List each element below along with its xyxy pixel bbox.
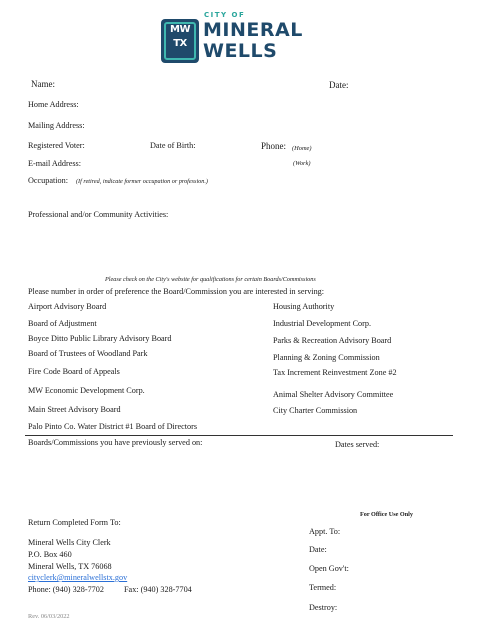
registered-voter-label: Registered Voter: xyxy=(28,141,85,150)
office-date-label: Date: xyxy=(309,545,327,554)
board-item-left-1: Airport Advisory Board xyxy=(28,302,107,311)
name-label: Name: xyxy=(31,79,55,89)
board-item-right-6: Animal Shelter Advisory Committee xyxy=(273,390,394,399)
city-logo-badge xyxy=(161,19,199,63)
activities-label: Professional and/or Community Activities: xyxy=(28,210,169,219)
date-label: Date: xyxy=(329,80,349,90)
board-item-left-4: Board of Trustees of Woodland Park xyxy=(28,349,148,358)
board-item-right-4: Planning & Zoning Commission xyxy=(273,353,380,362)
board-item-right-5: Tax Increment Reinvestment Zone #2 xyxy=(273,368,397,377)
return-phone: Phone: (940) 328-7702 xyxy=(28,585,104,594)
office-appt-label: Appt. To: xyxy=(309,527,341,536)
previous-boards-label: Boards/Commissions you have previously served on: xyxy=(28,438,203,447)
board-item-right-7: City Charter Commission xyxy=(273,406,358,415)
occupation-note: (If retired, indicate former occupation or profession.) xyxy=(76,178,208,185)
logo-city-of: CITY OF xyxy=(204,11,246,19)
logo-tx-text: TX xyxy=(173,38,187,49)
date-of-birth-label: Date of Birth: xyxy=(150,141,196,150)
return-city: Mineral Wells, TX 76068 xyxy=(28,562,112,571)
return-clerk: Mineral Wells City Clerk xyxy=(28,538,111,547)
email-label: E-mail Address: xyxy=(28,159,81,168)
board-item-left-6: MW Economic Development Corp. xyxy=(28,386,145,395)
clerk-email-link[interactable]: cityclerk@mineralwellstx.gov xyxy=(28,573,128,582)
board-item-left-3: Boyce Ditto Public Library Advisory Board xyxy=(28,334,172,343)
office-termed-label: Termed: xyxy=(309,583,337,592)
qualifications-note: Please check on the City's website for qualifications for certain Boards/Commissions xyxy=(105,276,316,283)
dates-served-label: Dates served: xyxy=(335,440,380,449)
board-instruction: Please number in order of preference the Board/Commission you are interested in serving: xyxy=(28,287,325,296)
board-item-right-3: Parks & Recreation Advisory Board xyxy=(273,336,392,345)
phone-home-label: (Home) xyxy=(292,145,312,152)
logo-mw-text: MW xyxy=(170,24,190,35)
office-open-govt-label: Open Gov't: xyxy=(309,564,349,573)
phone-label: Phone: xyxy=(261,141,287,151)
board-item-left-5: Fire Code Board of Appeals xyxy=(28,367,120,376)
office-use-heading: For Office Use Only xyxy=(360,511,413,518)
phone-work-label: (Work) xyxy=(293,160,311,167)
occupation-label: Occupation: xyxy=(28,176,69,185)
board-item-right-1: Housing Authority xyxy=(273,302,335,311)
logo-wells: WELLS xyxy=(203,40,278,62)
return-po-box: P.O. Box 460 xyxy=(28,550,72,559)
logo-mineral: MINERAL xyxy=(203,19,303,41)
board-item-right-2: Industrial Development Corp. xyxy=(273,319,372,328)
board-item-left-2: Board of Adjustment xyxy=(28,319,97,328)
revision-label: Rev. 06/03/2022 xyxy=(28,613,70,620)
office-destroy-label: Destroy: xyxy=(309,603,338,612)
home-address-label: Home Address: xyxy=(28,100,79,109)
mailing-address-label: Mailing Address: xyxy=(28,121,85,130)
return-heading: Return Completed Form To: xyxy=(28,518,121,527)
board-item-left-8: Palo Pinto Co. Water District #1 Board of Directors xyxy=(28,422,198,431)
section-divider xyxy=(25,435,453,436)
board-item-left-7: Main Street Advisory Board xyxy=(28,405,121,414)
return-fax: Fax: (940) 328-7704 xyxy=(124,585,192,594)
